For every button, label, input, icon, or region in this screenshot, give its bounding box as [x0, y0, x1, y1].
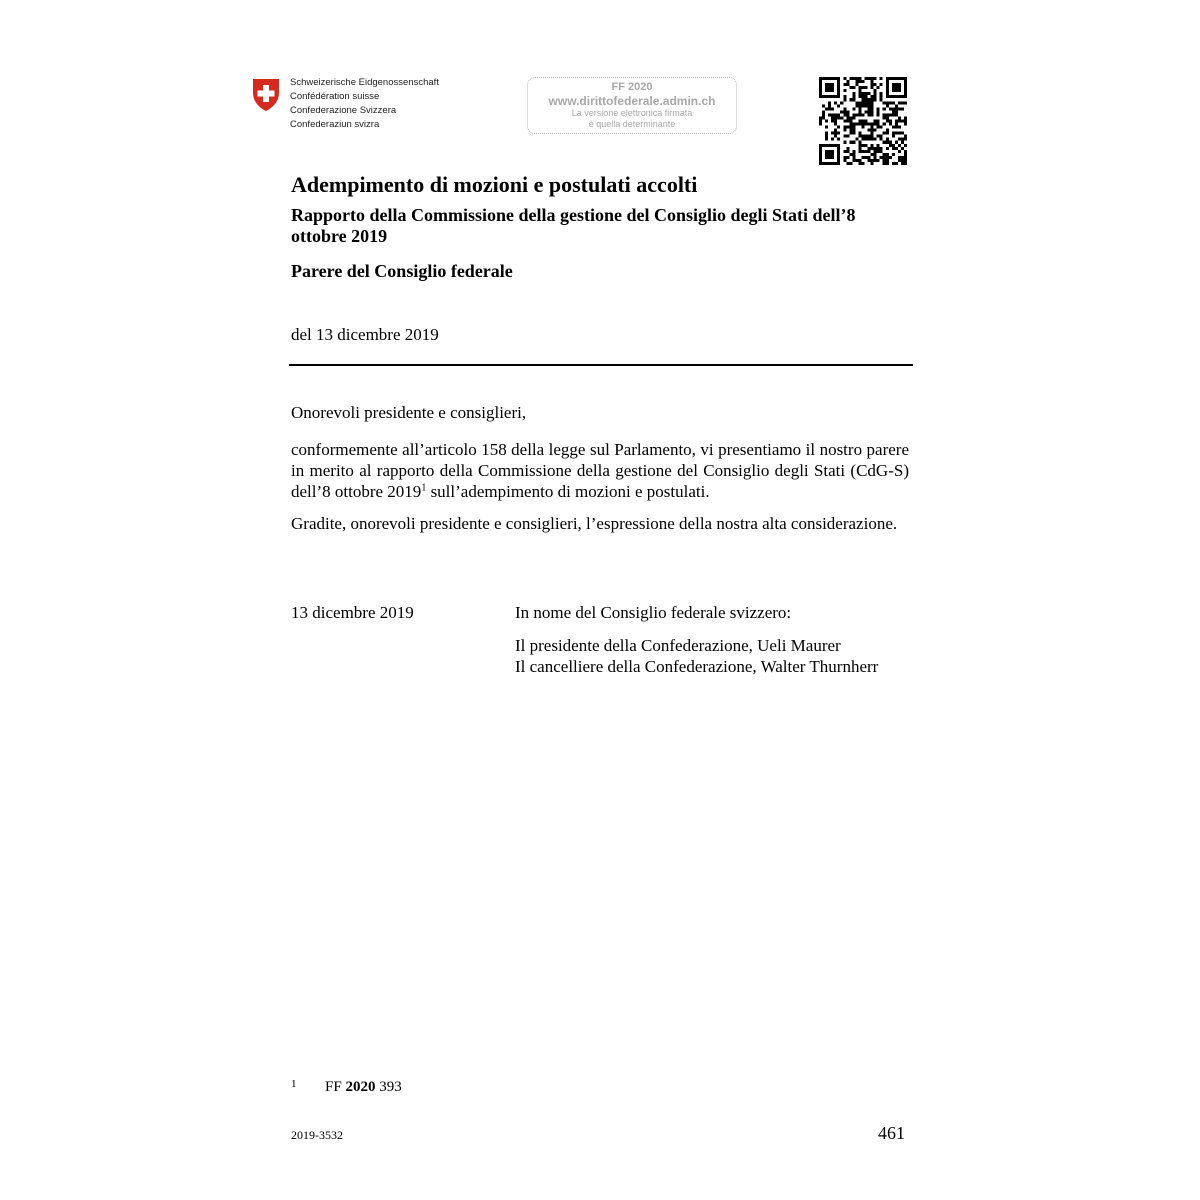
document-title: Adempimento di mozioni e postulati accolti [291, 172, 698, 197]
stamp-note-1: La versione elettronica firmata [571, 108, 693, 118]
footnote-ref[interactable]: 1 [421, 482, 427, 494]
footnote-prefix: FF [325, 1079, 346, 1095]
publication-stamp [527, 77, 737, 134]
signature-date: 13 dicembre 2019 [291, 603, 414, 622]
document-subtitle: Rapporto della Commissione della gestione del Consiglio degli Stati dell’8 ottobre 2019 [291, 205, 856, 246]
footnote-number: 1 [291, 1078, 297, 1090]
stamp-note-2: è quella determinante [588, 119, 676, 129]
document-number: 2019-3532 [291, 1128, 343, 1142]
horizontal-rule [289, 364, 913, 366]
logo-line-rm: Confederaziun svizra [290, 119, 380, 130]
footnote-year: 2020 [345, 1079, 376, 1095]
footnote-text [325, 1079, 402, 1096]
logo-line-it: Confederazione Svizzera [290, 105, 397, 116]
stamp-url: www.dirittofederale.admin.ch [548, 94, 716, 108]
paragraph-2: Gradite, onorevoli presidente e consiglieri, l’espressione della nostra alta considerazione. [291, 514, 898, 533]
signature-on-behalf: In nome del Consiglio federale svizzero: [515, 603, 792, 622]
qr-code [819, 77, 907, 165]
signature-president: Il presidente della Confederazione, Ueli Maurer [515, 636, 841, 655]
signature-chancellor: Il cancelliere della Confederazione, Walter Thurnherr [515, 657, 879, 676]
document-date: del 13 dicembre 2019 [291, 325, 439, 344]
salutation: Onorevoli presidente e consiglieri, [291, 403, 527, 422]
federal-logo [252, 76, 482, 136]
paragraph-1-text: conformemente all’articolo 158 della legge sul Parlamento, vi presentiamo il nostro parere in merito al rapporto della Commissione della gestione del Consiglio degli Stati (CdG-S) dell’8 ottobre 2019 [291, 440, 909, 501]
section-title: Parere del Consiglio federale [291, 261, 513, 281]
swiss-shield-icon [252, 78, 280, 112]
paragraph-1-end: sull’adempimento di mozioni e postulati. [426, 482, 710, 501]
paragraph-1 [291, 439, 909, 502]
page-number: 461 [878, 1123, 905, 1143]
logo-line-de: Schweizerische Eidgenossenschaft [290, 77, 439, 88]
logo-line-fr: Confédération suisse [290, 91, 380, 102]
footnote-page: 393 [375, 1079, 402, 1095]
stamp-ff: FF 2020 [611, 81, 653, 93]
